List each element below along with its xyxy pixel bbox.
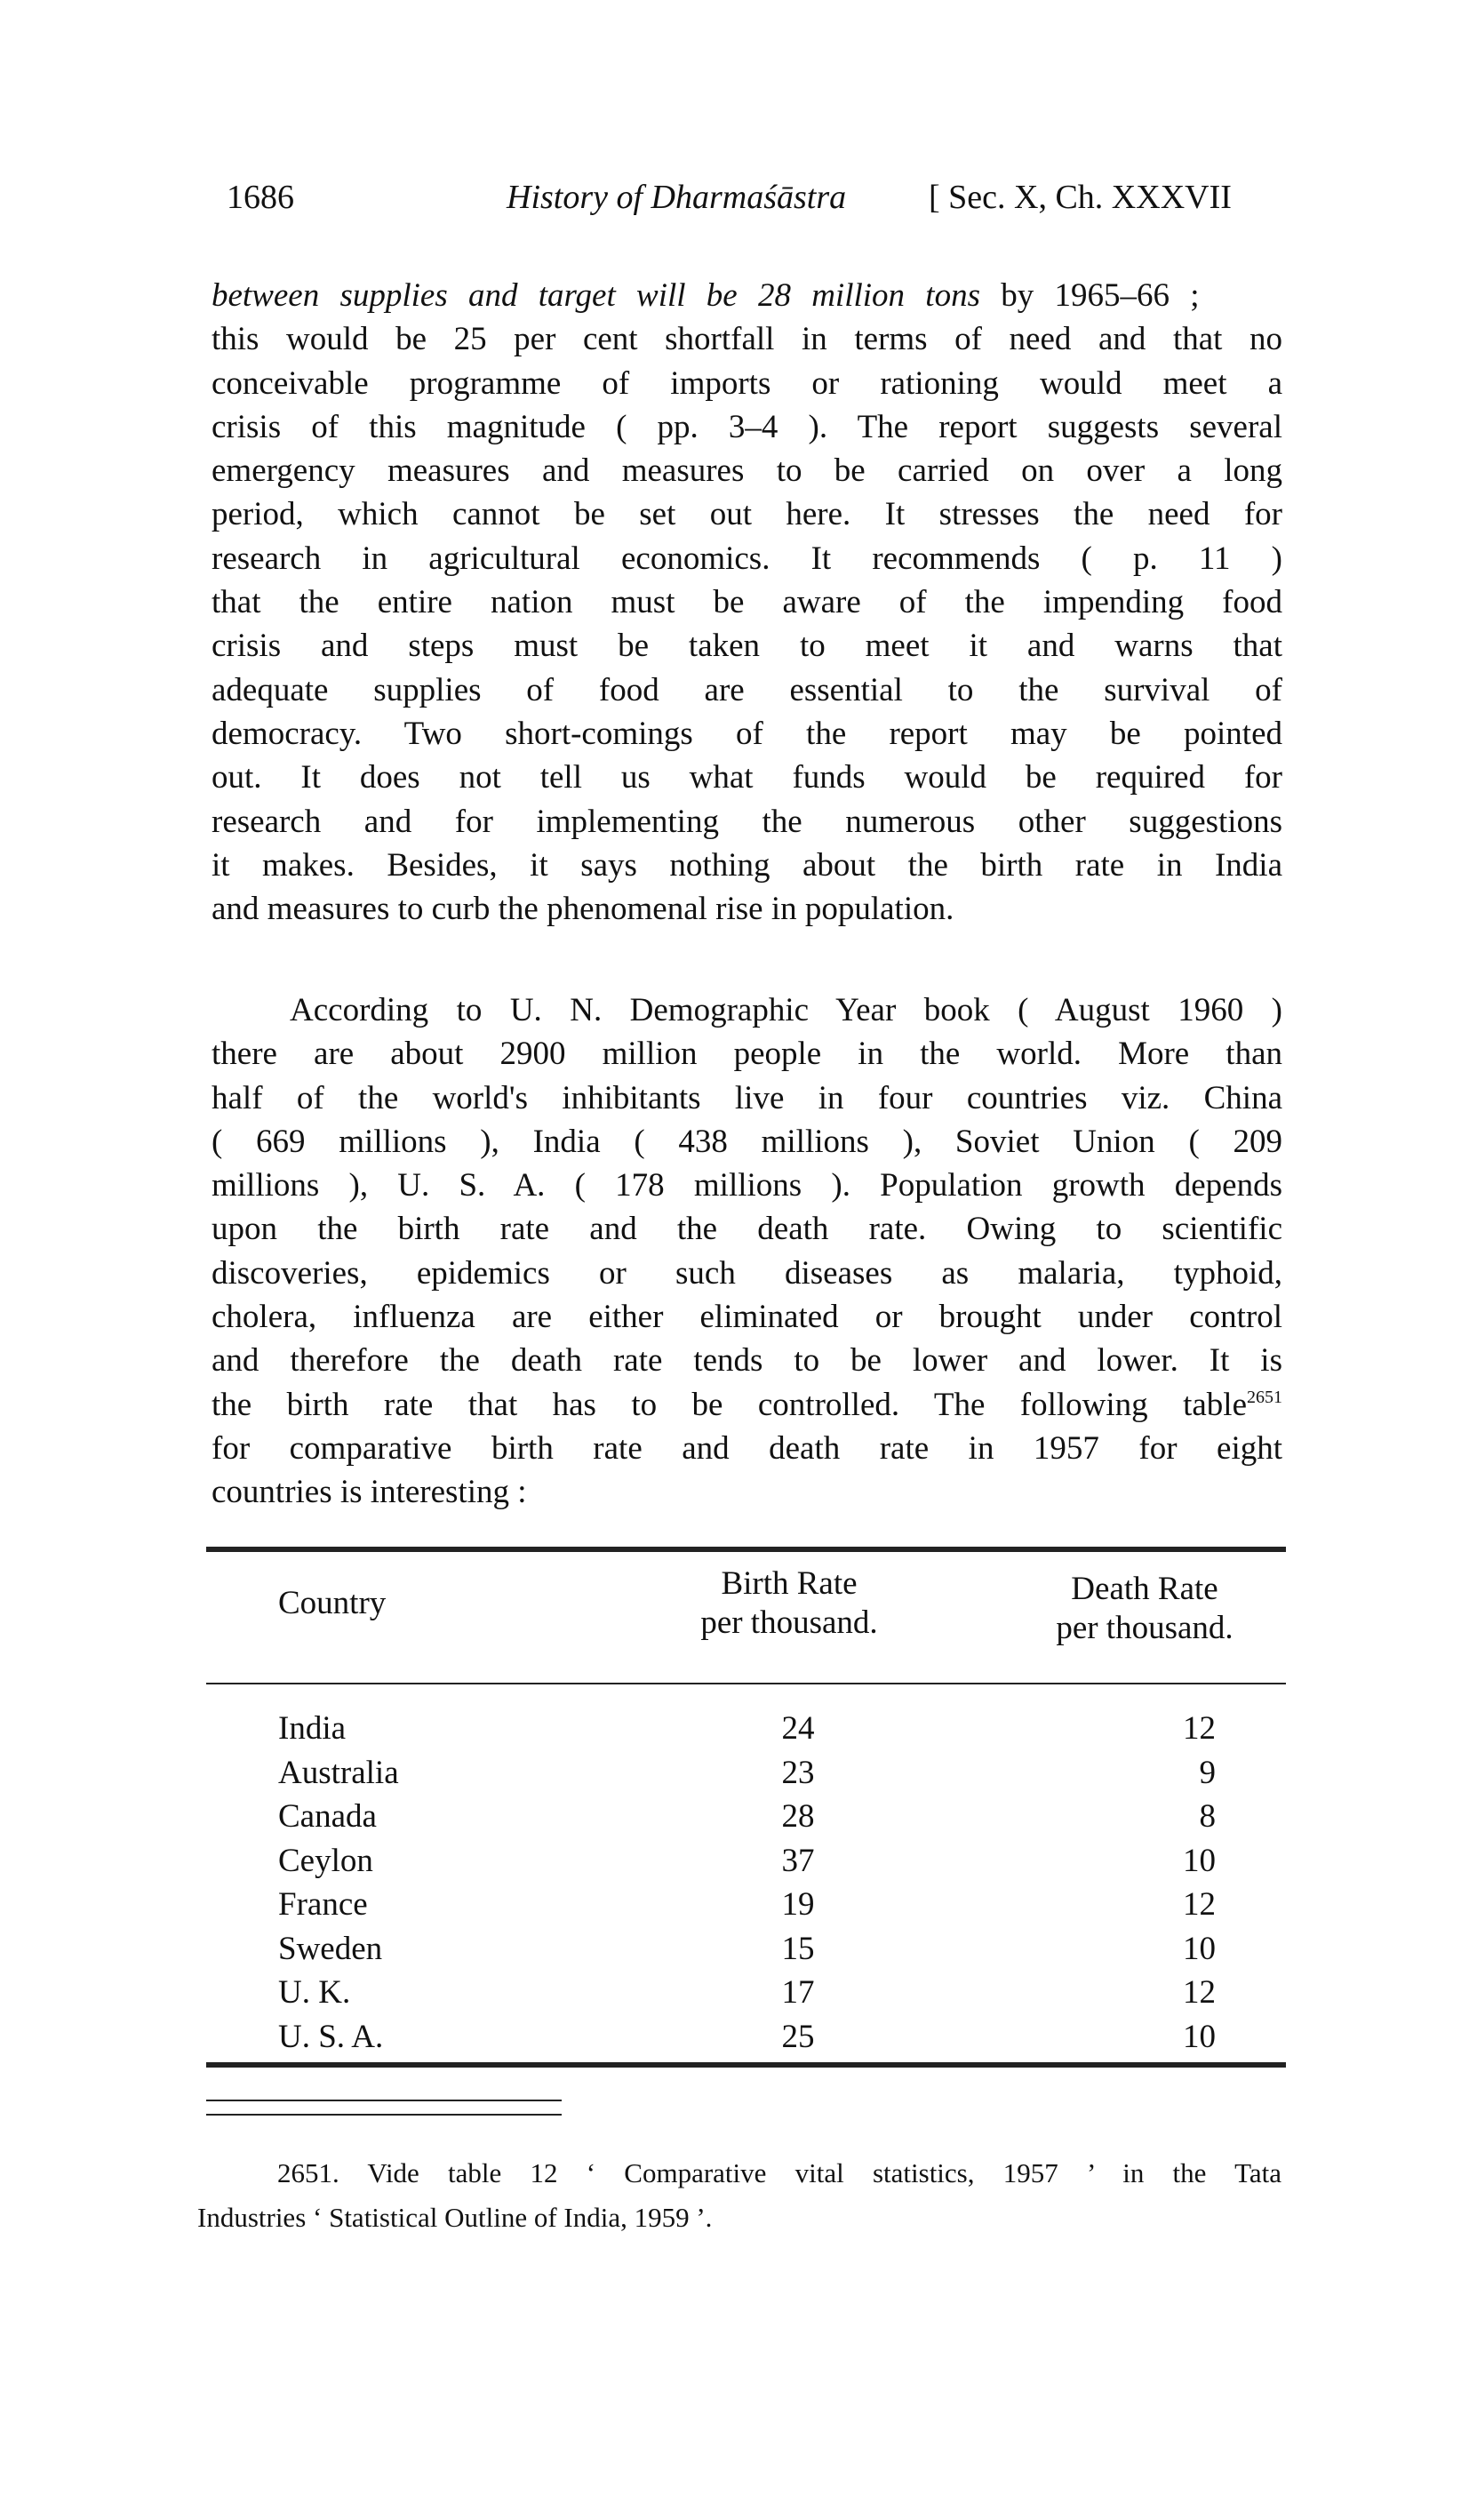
text-line xyxy=(212,492,1282,536)
page-number: 1686 xyxy=(227,179,294,216)
text-run: countries is interesting : xyxy=(212,1474,527,1511)
text-run: out. It does not tell us what funds would be required for xyxy=(212,759,1282,796)
birth-rate-cell: 37 xyxy=(781,1842,815,1879)
table-row xyxy=(212,2015,1282,2060)
text-line xyxy=(212,1295,1282,1339)
footnote-line xyxy=(197,2151,1281,2196)
text-run: adequate supplies of food are essential to the survival of xyxy=(212,671,1282,708)
text-line xyxy=(212,1470,1282,1514)
header-birth-rate xyxy=(647,1564,931,1643)
text-run: for comparative birth rate and death rate in 1957 for eight xyxy=(212,1429,1282,1467)
text-run: crisis and steps must be taken to meet it and warns that xyxy=(212,628,1282,665)
death-rate-cell: 12 xyxy=(1183,1974,1216,2011)
text-line xyxy=(212,405,1282,449)
text-run: upon the birth rate and the death rate. Owing to scientific xyxy=(212,1211,1282,1248)
birth-rate-cell: 28 xyxy=(781,1798,815,1835)
paragraph-1 xyxy=(212,274,1282,931)
running-title: History of Dharmaśāstra xyxy=(507,179,847,216)
text-line xyxy=(212,988,1282,1032)
birth-rate-cell: 15 xyxy=(781,1930,815,1967)
text-run: period, which cannot be set out here. It stresses the need for xyxy=(212,496,1282,533)
text-run: by 1965–66 ; xyxy=(979,277,1200,314)
text-line xyxy=(212,1252,1282,1295)
text-line xyxy=(212,1427,1282,1470)
text-line xyxy=(212,756,1282,799)
text-run: that the entire nation must be aware of the impending food xyxy=(212,584,1282,621)
birth-rate-cell: 25 xyxy=(781,2018,815,2055)
text-line xyxy=(212,1032,1282,1076)
text-run: it makes. Besides, it says nothing about the birth rate in India xyxy=(212,846,1282,884)
text-line xyxy=(212,362,1282,405)
text-line xyxy=(212,668,1282,712)
country-cell: France xyxy=(278,1886,368,1923)
table-row xyxy=(212,1971,1282,2015)
text-run: this would be 25 per cent shortfall in terms of need and that no xyxy=(212,321,1282,358)
country-cell: Canada xyxy=(278,1798,377,1835)
text-line xyxy=(212,449,1282,492)
text-run: the birth rate that has to be controlled. The following table xyxy=(212,1386,1247,1423)
footnote-rule-2 xyxy=(206,2114,562,2116)
birth-rate-cell: 19 xyxy=(781,1886,815,1923)
text-run: emergency measures and measures to be carried on over a long xyxy=(212,452,1282,490)
text-line xyxy=(212,1339,1282,1382)
footnote-rule-1 xyxy=(206,2100,562,2101)
text-run: half of the world's inhibitants live in four countries viz. China xyxy=(212,1079,1282,1116)
text-line xyxy=(212,800,1282,844)
death-rate-cell: 12 xyxy=(1183,1886,1216,1923)
header-birth-rate-line1: Birth Rate xyxy=(721,1565,858,1602)
text-line xyxy=(212,1120,1282,1164)
footnote-line xyxy=(197,2196,1281,2240)
text-line xyxy=(212,580,1282,624)
table-top-rule xyxy=(206,1547,1286,1552)
text-run: crisis of this magnitude ( pp. 3–4 ). The report suggests several xyxy=(212,408,1282,445)
text-run: millions ), U. S. A. ( 178 millions ). Population growth depends xyxy=(212,1167,1282,1204)
text-line xyxy=(212,624,1282,668)
text-line xyxy=(212,1383,1282,1427)
text-run: Industries ‘ Statistical Outline of India, 1959 ’. xyxy=(197,2202,713,2233)
header-death-rate xyxy=(1002,1570,1287,1648)
table-row xyxy=(212,1839,1282,1884)
table-row xyxy=(212,1751,1282,1796)
death-rate-cell: 10 xyxy=(1183,1930,1216,1967)
table-bottom-rule xyxy=(206,2062,1286,2068)
vital-statistics-table xyxy=(212,1564,1282,2098)
birth-rate-cell: 24 xyxy=(781,1710,815,1747)
death-rate-cell: 8 xyxy=(1199,1798,1216,1835)
text-line xyxy=(212,712,1282,756)
table-header-rule xyxy=(206,1683,1286,1684)
header-birth-rate-line2: per thousand. xyxy=(700,1604,878,1641)
country-cell: Australia xyxy=(278,1754,399,1791)
death-rate-cell: 10 xyxy=(1183,2018,1216,2055)
birth-rate-cell: 23 xyxy=(781,1754,815,1791)
death-rate-cell: 12 xyxy=(1183,1710,1216,1747)
text-line xyxy=(212,1076,1282,1120)
text-run: there are about 2900 million people in the world. More than xyxy=(212,1036,1282,1073)
section-heading: [ Sec. X, Ch. XXXVII xyxy=(929,179,1232,216)
footnote-reference: 2651 xyxy=(1247,1387,1282,1407)
text-run: research and for implementing the numerous other suggestions xyxy=(212,803,1282,840)
header-death-rate-line2: per thousand. xyxy=(1056,1610,1233,1646)
text-run: cholera, influenza are either eliminated or brought under control xyxy=(212,1299,1282,1336)
table-row xyxy=(212,1795,1282,1839)
table-row xyxy=(212,1927,1282,1972)
italic-lead: between supplies and target will be 28 million tons xyxy=(212,277,980,314)
table-row xyxy=(212,1883,1282,1927)
birth-rate-cell: 17 xyxy=(781,1974,815,2011)
text-line xyxy=(212,844,1282,887)
country-cell: Ceylon xyxy=(278,1842,373,1879)
death-rate-cell: 9 xyxy=(1199,1754,1216,1791)
text-run: discoveries, epidemics or such diseases as malaria, typhoid, xyxy=(212,1254,1282,1292)
text-run: democracy. Two short-comings of the report may be pointed xyxy=(212,715,1282,752)
country-cell: U. S. A. xyxy=(278,2018,384,2055)
table-row xyxy=(212,1707,1282,1751)
death-rate-cell: 10 xyxy=(1183,1842,1216,1879)
country-cell: U. K. xyxy=(278,1974,351,2011)
text-line xyxy=(212,1164,1282,1207)
text-run: conceivable programme of imports or rationing would meet a xyxy=(212,364,1282,402)
text-run: ( 669 millions ), India ( 438 millions ), Soviet Union ( 209 xyxy=(212,1123,1282,1160)
text-run: and therefore the death rate tends to be lower and lower. It is xyxy=(212,1342,1282,1380)
country-cell: Sweden xyxy=(278,1930,383,1967)
header-death-rate-line1: Death Rate xyxy=(1071,1571,1218,1607)
text-run: 2651. Vide table 12 ‘ Comparative vital statistics, 1957 ’ in the Tata xyxy=(277,2157,1281,2188)
text-line xyxy=(212,887,1282,931)
paragraph-2 xyxy=(212,988,1282,1515)
text-run: and measures to curb the phenomenal rise in population. xyxy=(212,891,954,928)
text-run: research in agricultural economics. It recommends ( p. 11 ) xyxy=(212,540,1282,577)
country-cell: India xyxy=(278,1710,347,1747)
text-line xyxy=(212,1207,1282,1251)
footnote xyxy=(197,2151,1281,2240)
text-run: According to U. N. Demographic Year book ( August 1960 ) xyxy=(290,992,1282,1028)
text-line xyxy=(212,274,1282,317)
header-country: Country xyxy=(278,1585,387,1621)
text-line xyxy=(212,537,1282,580)
text-line xyxy=(212,317,1282,361)
